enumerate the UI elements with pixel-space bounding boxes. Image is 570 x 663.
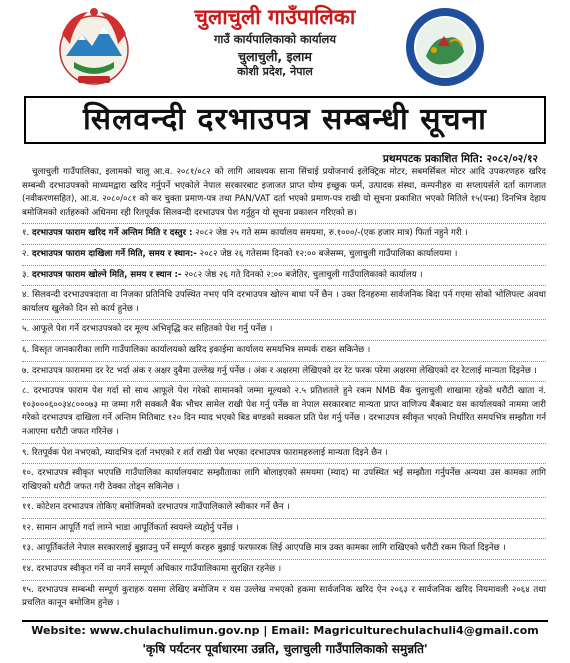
condition-text: आपूर्तिकर्तले नेपाल सरकारलाई बुझाउनु पर्ने सम्पूर्ण करहरु बुझाई फरफारक लिई आएपछि मात्र उक्त कामका लागि राखिएको धरौटी रकम फिर्ता दिइनेछ ।: [36, 543, 506, 554]
condition-number: ५.: [22, 324, 30, 335]
divider: [22, 443, 546, 444]
condition-text: दरभाउपत्र सम्बन्धी सम्पूर्ण कुराहरु यसमा लेखिए बमोजिम र यस उल्लेख नभएको हकमा सार्वजनिक खरिद ऐन २०६३ र सार्वजनिक खरिद नियमावली २०६४ तथा प्रचलित कानून बमोजिम हुनेछ ।: [22, 584, 546, 609]
municipality-seal-icon: [404, 6, 486, 88]
condition-item: [22, 563, 546, 577]
intro-text: चुलाचुली गाउँपालिका, इलामको चालु आ.व. २०८१/०८२ को लागि आवश्यक साना सिंचाई प्रयोजनार्थ इलेक्ट्रिक मोटर, सबमर्सिबल मोटर आदि उपकरणहरु खरिद सम्बन्धी दरभाउपत्रको माध्यमद्वारा खरिद गर्नुपर्ने भएकोले नेपाल सरकारबाट इजाजत प्राप्त योग्य इच्छुक फर्म, उत्पादक संस्था, कम्पनीहरु वा सप्लायर्सले दर्ता कागजात (नवीकरणसहित), आ.व. २०८०/०८१ को कर चुक्ता प्रमाण-पत्र तथा PAN/VAT दर्ता भएको प्रमाण-पत्र राखी यो सूचना प्रकाशित भएको मितिले १५(पन्ध्र) दिनभित्र देहाय बमोजिमको शर्तहरुको अधिनमा रही रितपूर्वक सिलवन्दी दरभाउपत्र पेश गर्नुहुन यो सूचना प्रकाशन गरिएको छ।: [22, 167, 546, 218]
condition-text: २०८२ जेष्ठ २५ गते सम्म कार्यालय समयमा, रु.१०००/-(एक हजार मात्र) फिर्ता नहुने गरी ।: [192, 228, 468, 239]
condition-text: सामान आपूर्ति गर्दा लाग्ने भाडा आपूर्तिकर्ता स्वयम्ले व्यहोर्नु पर्नेछ ।: [36, 522, 239, 533]
letterhead: [150, 4, 400, 79]
condition-item: [22, 447, 546, 461]
office-name: गाउँ कार्यपालिकाको कार्यालय: [213, 32, 337, 46]
condition-text: दरभाउपत्र स्वीकृत भएपछि गाउँपालिका कार्यालयबाट सम्झौताका लागि बोलाइएको समयमा (म्याद) मा उपस्थित भई सम्झौता गर्नुपर्नेछ अन्यथा उस कामका लागि राखिएको धरौटी जफत गरी ठेक्का तोड्न सकिनेछ ।: [22, 468, 547, 492]
divider: [22, 319, 546, 320]
condition-number: ११.: [22, 502, 34, 513]
divider: [22, 518, 546, 519]
condition-number: १२.: [22, 522, 34, 533]
intro-paragraph: [22, 166, 546, 220]
condition-number: १४.: [22, 564, 34, 575]
condition-text: रितपूर्वक पेश नभएको, म्यादभित्र दर्ता नभएको र शर्त राखी पेश भएका दरभाउपत्र फारामहरुलाई मान्यता दिइने छैन ।: [31, 447, 388, 458]
condition-text: विस्तृत जानकारीका लागि गाउँपालिका कार्यालयको खरिद इकाईमा कार्यालय समयभित्र सम्पर्क राख्न सकिनेछ ।: [31, 344, 371, 355]
divider: [22, 340, 546, 341]
condition-number: १०.: [22, 468, 34, 479]
condition-item: [22, 385, 546, 439]
condition-item: [22, 227, 546, 241]
condition-item: [22, 248, 546, 262]
nepal-emblem-icon: [52, 4, 136, 88]
condition-item: [22, 289, 546, 316]
condition-number: ७.: [22, 365, 30, 376]
condition-lead: दरभाउपत्र फाराम खोल्ने मिति, समय र स्थान :-: [31, 269, 182, 280]
condition-lead: दरभाउपत्र फाराम खरिद गर्ने अन्तिम मिति र दस्तुर :: [31, 228, 193, 239]
divider: [22, 381, 546, 382]
condition-text: कोटेशन दरभाउपत्र तोकिए बमोजिमको दरभाउपत्र गाउँपालिकाले स्वीकार गर्ने छैन ।: [36, 502, 290, 513]
condition-item: [22, 269, 546, 283]
condition-item: [22, 365, 546, 379]
condition-text: आफूले पेश गर्ने दरभाउपत्रको दर मूल्य अभिवृद्धि कर सहितको पेश गर्नु पर्नेछ ।: [31, 324, 273, 335]
municipality-name: चुलाचुली गाउँपालिका: [194, 5, 356, 29]
condition-text: दरभाउपत्र फाराममा दर रेट भर्दा अंक र अक्षर दुबैमा उल्लेख गर्नु पर्नेछ । अंक र अक्षरमा लेखिएको दर रेट फरक परेमा अक्षरमा लेखिएको दर रेटलाई मान्यता दिइनेछ ।: [31, 365, 537, 376]
condition-item: [22, 323, 546, 337]
divider: [22, 497, 546, 498]
condition-item: [22, 344, 546, 358]
condition-item: [22, 522, 546, 536]
condition-text: २०८२ जेष्ठ २६ गते दिनको २:०० बजेतिर, चुलाचुली गाउँपालिकाको कार्यालय ।: [181, 269, 423, 280]
divider: [22, 223, 546, 224]
notice-title: सिलवन्दी दरभाउपत्र सम्बन्धी सूचना: [24, 96, 546, 144]
condition-number: ८.: [22, 386, 30, 397]
divider: [22, 265, 546, 266]
conditions-list: [22, 227, 546, 610]
divider: [22, 559, 546, 560]
office-location: चुलाचुली, इलाम: [238, 49, 312, 64]
divider: [22, 285, 546, 286]
divider: [22, 580, 546, 581]
condition-item: [22, 584, 546, 611]
publish-date: प्रथमपटक प्रकाशित मिति: २०८२/०२/१२: [382, 153, 538, 165]
condition-number: ४.: [22, 290, 30, 301]
divider: [22, 538, 546, 539]
slogan: 'कृषि पर्यटनर पूर्वाधारमा उन्नति, चुलाचुली गाउँपालिकाको समुन्नति': [142, 642, 428, 656]
condition-text: दरभाउपत्र स्वीकृत गर्ने वा नगर्ने सम्पूर्ण अधिकार गाउँपालिकामा सुरक्षित रहनेछ ।: [36, 564, 282, 575]
condition-number: १३.: [22, 543, 34, 554]
province-name: कोशी प्रदेश, नेपाल: [237, 65, 313, 78]
contact-line: Website: www.chulachulimun.gov.np | Email: Magriculturechulachuli4@gmail.com: [22, 620, 548, 642]
divider: [22, 361, 546, 362]
condition-item: [22, 467, 546, 494]
condition-text: सिलवन्दी दरभाउपत्रदाता वा निजका प्रतिनिधि उपस्थित नभए पनि दरभाउपत्र खोल्न बाधा पर्ने छैन । उक्त दिनहरुमा सार्वजनिक बिदा पर्न गएमा सोको भोलिपल्ट अवधा कार्यालय खुलेको दिन सो कार्य हुनेछ ।: [22, 290, 547, 314]
condition-item: [22, 501, 546, 515]
divider: [22, 244, 546, 245]
condition-number: १५.: [22, 584, 34, 595]
notice-body: [22, 166, 546, 611]
condition-number: ६.: [22, 344, 30, 355]
condition-number: १.: [22, 228, 30, 239]
condition-item: [22, 542, 546, 556]
condition-number: ९.: [22, 447, 30, 458]
condition-number: २.: [22, 248, 30, 259]
condition-lead: दरभाउपत्र फाराम दाखिला गर्ने मिति, समय र स्थान:-: [31, 248, 197, 259]
divider: [22, 463, 546, 464]
condition-number: ३.: [22, 269, 30, 280]
condition-text: दरभाउपत्र फाराम पेश गर्दा सो साथ आफूले पेश गरेको सामानको जम्मा मूल्यको २.५ प्रतिशतले हुने रकम NMB बैंक चुलाचुली शाखामा रहेको धरौटी खाता नं. १०३०००६००३४८०००७३ मा जम्मा गरी सक्कलै बैंक भौचर सामेल राखी पेश गर्नु पर्नेछ वा नेपाल सरकारबाट मान्यता प्राप्त वाणिज्य बैंकबाट यस कार्यालयको नाममा जारी गरेको दरभाउपत्र दाखिला गर्ने अन्तिम मितिबाट १२० दिन म्याद भएको बिड बण्डको सक्कल प्रति पेश गर्नु पर्नेछ । दरभाउपत्र स्वीकृत भएको निर्धारित समयभित्र सम्झौता गर्न नआएमा धरौटी जफत गरिनेछ ।: [22, 386, 546, 437]
condition-text: २०८२ जेष्ठ २६ गतेसम्म दिनको १२:०० बजेसम्म, चुलाचुली गाउँपालिका कार्यालयमा ।: [196, 248, 458, 259]
